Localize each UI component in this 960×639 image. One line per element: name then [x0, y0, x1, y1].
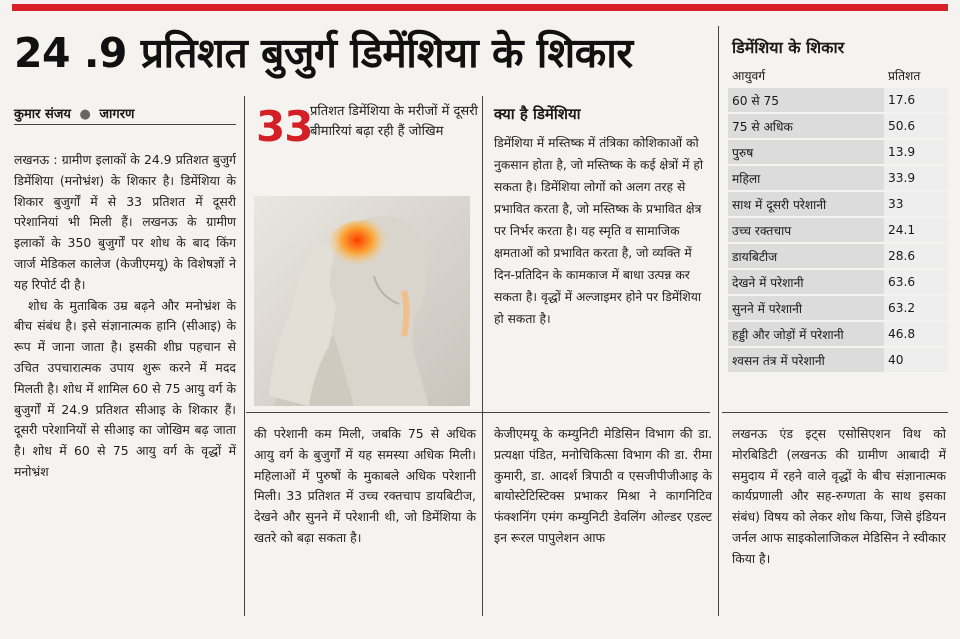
table-row — [728, 192, 948, 216]
row-label: साथ में दूसरी परेशानी — [728, 192, 884, 216]
row-label: देखने में परेशानी — [728, 270, 884, 294]
table-header-age: आयुवर्ग — [732, 68, 766, 83]
row-value: 63.6 — [884, 270, 948, 294]
dementia-table — [728, 62, 948, 374]
row-label: डायबिटीज — [728, 244, 884, 268]
col3-bottom-text: केजीएमयू के कम्युनिटी मेडिसिन विभाग की डा. प्रत्यक्षा पंडित, मनोचिकित्सा विभाग की डा. रीमा कुमारी, डा. आदर्श त्रिपाठी व एसजीपीजीआइ के बायोस्टेटिस्टिक्स प्रभाकर मिश्रा ने कागनिटिव फंक्शनिंग एमंग कम्युनिटी डेवलिंग ओल्डर एडल्ट इन रूरल पापुलेशन आफ — [494, 426, 712, 545]
row-value: 33 — [884, 192, 948, 216]
column-divider-1 — [244, 96, 245, 616]
row-value: 28.6 — [884, 244, 948, 268]
table-row — [728, 322, 948, 346]
row-value: 63.2 — [884, 296, 948, 320]
author-name: कुमार संजय — [14, 107, 71, 122]
row-value: 13.9 — [884, 140, 948, 164]
table-row — [728, 114, 948, 138]
what-is-body: डिमेंशिया में मस्तिष्क में तंत्रिका कोशिकाओं को नुकसान होता है, जो मस्तिष्क के कई क्षेत्रों में हो सकता है। डिमेंशिया लोगों को अलग तरह से प्रभावित करता है, जो मस्तिष्क के प्रभावित क्षेत्र पर निर्भर करता है। यह स्मृति व सामाजिक क्षमताओं को प्रभावित करता है, जो व्यक्ति में दिन-प्रतिदिन के कामकाज में बाधा उत्पन्न कर सकता है। वृद्धों में अल्जाइमर होने पर डिमेंशिया हो सकता है। — [494, 136, 704, 326]
column-divider-2 — [482, 96, 483, 616]
table-row — [728, 218, 948, 242]
table-row — [728, 140, 948, 164]
row-label: उच्च रक्तचाप — [728, 218, 884, 242]
table-row — [728, 270, 948, 294]
row-label: महिला — [728, 166, 884, 190]
table-row — [728, 244, 948, 268]
row-value: 50.6 — [884, 114, 948, 138]
col4-bottom-text: लखनऊ एंड इट्स एसोसिएशन विथ को मोरबिडिटी (लखनऊ की ग्रामीण आबादी में समुदाय में रहने वाले वृद्धों के बीच संज्ञानात्मक कार्यप्रणाली और सह-रुग्णता के साथ इसका संबंध) विषय को लेकर शोध किया, जिसे इंडियन जर्नल आफ साइकोलाजिकल मेडिसिन ने स्वीकार किया है। — [732, 426, 947, 566]
table-bottom-divider — [722, 412, 948, 413]
row-value: 24.1 — [884, 218, 948, 242]
col1-paragraph-1: लखनऊ : ग्रामीण इलाकों के 24.9 प्रतिशत बुजुर्ग डिमेंशिया (मनोभ्रंश) के शिकार है। डिमेंशिया के शिकार बुजुर्गों में से 33 प्रतिशत में दूसरी परेशानियां भी मिली हैं। लखनऊ के ग्रामीण इलाकों के 350 बुजुर्गों पर शोध के बाद किंग जार्ज मेडिकल कालेज (केजीएमयू) के विशेषज्ञों ने यह रिपोर्ट दी है। — [14, 152, 236, 292]
table-row — [728, 296, 948, 320]
table-row — [728, 166, 948, 190]
row-value: 40 — [884, 348, 948, 372]
section-divider-middle — [246, 412, 710, 413]
table-title: डिमेंशिया के शिकार — [732, 38, 845, 57]
row-value: 17.6 — [884, 88, 948, 112]
column-divider-3 — [718, 26, 719, 616]
row-label: 75 से अधिक — [728, 114, 884, 138]
table-row — [728, 348, 948, 372]
column-1 — [14, 150, 236, 483]
col1-paragraph-2: शोध के मुताबिक उम्र बढ़ने और मनोभ्रंश के बीच संबंध है। इसे संज्ञानात्मक हानि (सीआइ) के रूप में जाना जाता है। इसकी शीघ्र पहचान से उचित उपचारात्मक उपाय शुरू करने में मदद मिलती है। शोध में शामिल 60 से 75 आयु वर्ग के बुजुर्गों में 24.9 प्रतिशत सीआइ के शिकार हैं। दूसरी परेशानियों से सीआइ का जोखिम बढ़ जाता है। शोध में 60 से 75 आयु वर्ग के वृद्धों में मनोभ्रंश — [14, 297, 236, 479]
table-header-percent: प्रतिशत — [888, 68, 921, 83]
headline: 24 .9 प्रतिशत बुजुर्ग डिमेंशिया के शिकार — [14, 29, 633, 77]
what-is-title: क्या है डिमेंशिया — [494, 105, 581, 123]
byline — [14, 104, 134, 122]
row-label: श्वसन तंत्र में परेशानी — [728, 348, 884, 372]
row-label: 60 से 75 — [728, 88, 884, 112]
source-name: जागरण — [99, 107, 135, 122]
table-row — [728, 88, 948, 112]
headache-illustration — [254, 196, 470, 406]
byline-underline — [14, 124, 236, 125]
table-header-row — [728, 64, 948, 86]
row-value: 46.8 — [884, 322, 948, 346]
bullet-icon: ● — [79, 107, 91, 122]
callout-number: 33 — [256, 102, 313, 151]
row-label: हड्डी और जोड़ों में परेशानी — [728, 322, 884, 346]
top-red-rule — [12, 4, 948, 11]
row-label: सुनने में परेशानी — [728, 296, 884, 320]
row-value: 33.9 — [884, 166, 948, 190]
col2-bottom-text: की परेशानी कम मिली, जबकि 75 से अधिक आयु वर्ग के बुजुर्गों में यह समस्या अधिक मिली। महिलाओं में पुरुषों के मुकाबले अधिक परेशानी मिली। 33 प्रतिशत में उच्च रक्तचाप डायबिटीज, देखने और सुनने में परेशानी थी, जो डिमेंशिया के खतरे को बढ़ा सकता है। — [254, 426, 476, 545]
callout-text: प्रतिशत डिमेंशिया के मरीजों में दूसरी बीमारियां बढ़ा रही हैं जोखिम — [310, 104, 478, 139]
row-label: पुरुष — [728, 140, 884, 164]
